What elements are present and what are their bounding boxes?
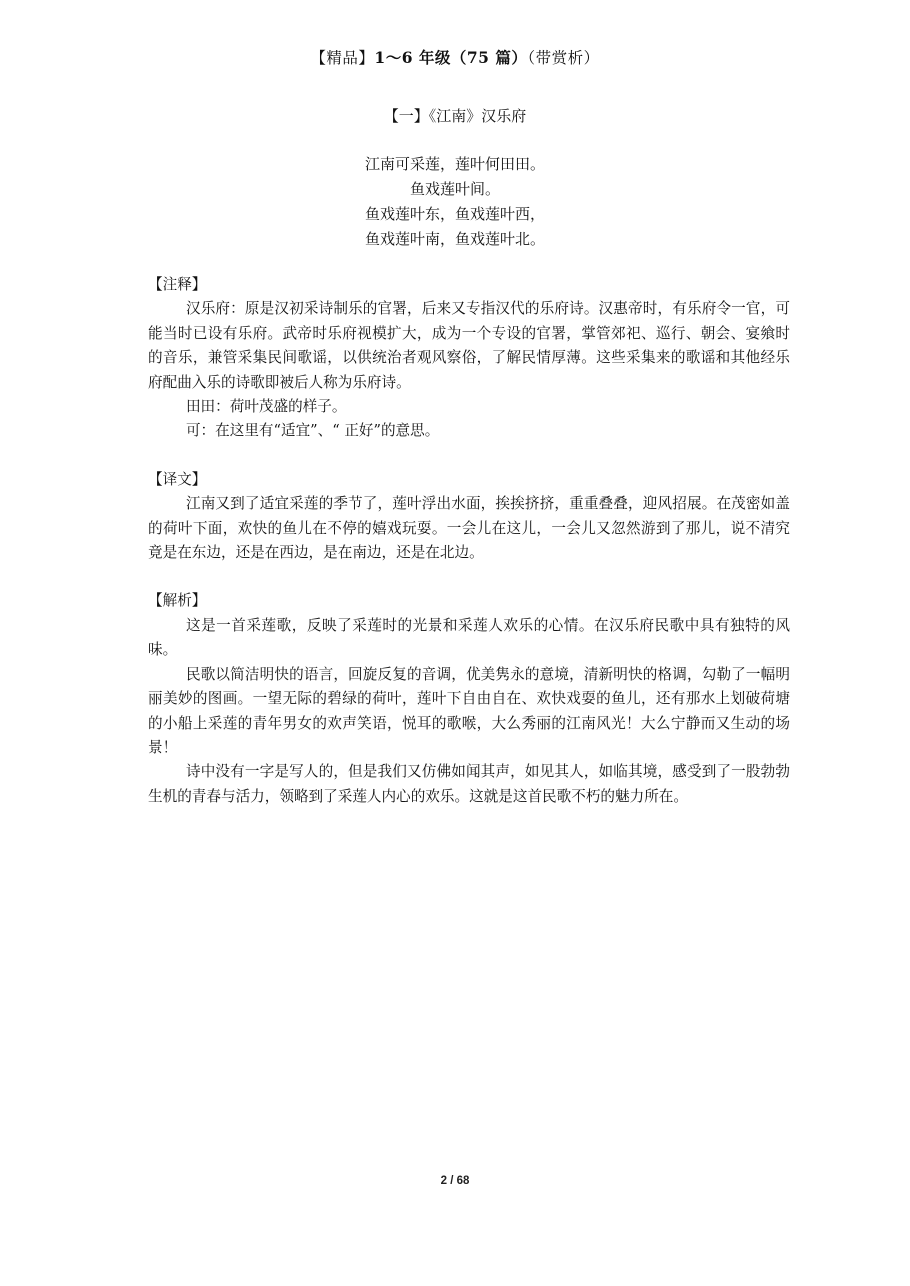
annotation-paragraph: 汉乐府：原是汉初采诗制乐的官署，后来又专指汉代的乐府诗。汉惠帝时，有乐府令一官，可能当时已设有乐府。武帝时乐府视模扩大，成为一个专设的官署，掌管郊祀、巡行、朝会、宴飨时的音乐，兼管采集民间歌谣，以供统治者观风察俗，了解民情厚薄。这些采集来的歌谣和其他经乐府配曲入乐的诗歌即被后人称为乐府诗。	[148, 300, 790, 391]
translation-heading: 【译文】	[148, 470, 207, 488]
header-note: （带赏析）	[527, 49, 600, 67]
poem-line: 江南可采莲，莲叶何田田。	[364, 155, 545, 173]
header-bracket-tag: 【精品】	[310, 49, 375, 67]
annotation-paragraph: 可：在这里有“适宜”、“ 正好”的意思。	[185, 422, 440, 440]
poem-line: 鱼戏莲叶东，鱼戏莲叶西，	[364, 205, 545, 223]
section-gap	[148, 565, 790, 589]
translation-paragraph: 江南又到了适宜采莲的季节了，莲叶浮出水面，挨挨挤挤，重重叠叠，迎风招展。在茂密如盖的荷叶下面，欢快的鱼儿在不停的嬉戏玩耍。一会儿在这儿，一会儿又忽然游到了那儿，说不清究竟是在东边，还是在西边，是在南边，还是在北边。	[148, 495, 790, 562]
analysis-paragraph: 这是一首采莲歌，反映了采莲时的光景和采莲人欢乐的心情。在汉乐府民歌中具有独特的风味。	[148, 616, 790, 659]
annotation-paragraph: 田田：荷叶茂盛的样子。	[185, 398, 347, 416]
page-number: 2 / 68	[440, 1175, 470, 1187]
page-header	[0, 46, 910, 70]
header-grades: 1～6 年级（75 篇）	[374, 48, 528, 67]
article-body	[148, 273, 790, 809]
poem-line: 鱼戏莲叶间。	[409, 180, 500, 198]
annotation-heading: 【注释】	[148, 276, 207, 293]
poem-line: 鱼戏莲叶南，鱼戏莲叶北。	[364, 230, 545, 248]
analysis-paragraph: 诗中没有一字是写人的，但是我们又仿佛如闻其声，如见其人，如临其境，感受到了一股勃勃生机的青春与活力，领略到了采莲人内心的欢乐。这就是这首民歌不朽的魅力所在。	[148, 763, 790, 805]
section-gap	[148, 444, 790, 468]
poem-body	[0, 152, 910, 252]
analysis-paragraph: 民歌以简洁明快的语言，回旋反复的音调，优美隽永的意境，清新明快的格调，勾勒了一幅明丽美妙的图画。一望无际的碧绿的荷叶，莲叶下自由自在、欢快戏耍的鱼儿，还有那水上划破荷塘的小船上采莲的青年男女的欢声笑语，悦耳的歌喉，大么秀丽的江南风光！大么宁静而又生动的场景！	[148, 665, 790, 756]
poem-title: 【一】《江南》汉乐府	[383, 107, 527, 125]
analysis-heading: 【解析】	[148, 592, 207, 610]
